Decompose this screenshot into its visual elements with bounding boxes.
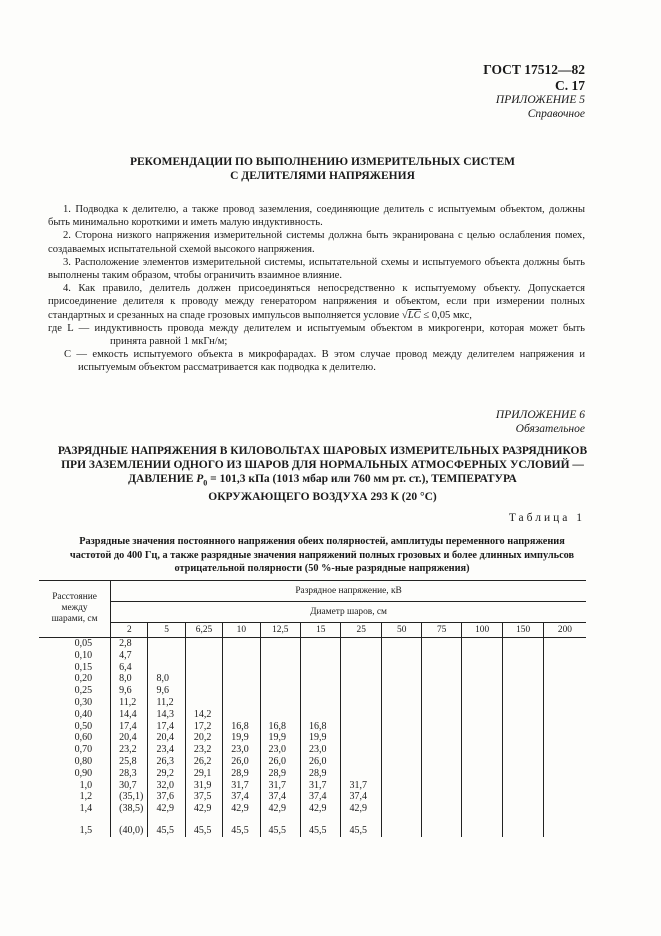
- voltage-cell: [461, 803, 503, 815]
- voltage-cell: [461, 780, 503, 792]
- voltage-cell: [260, 662, 300, 674]
- voltage-cell: [341, 685, 381, 697]
- distance-cell: 0,70: [39, 744, 111, 756]
- voltage-cell: 17,4: [111, 721, 148, 733]
- voltage-cell: [543, 721, 586, 733]
- voltage-cell: 2,8: [111, 638, 148, 650]
- definition-c: [48, 348, 585, 374]
- voltage-cell: [422, 697, 461, 709]
- voltage-cell: [341, 709, 381, 721]
- voltage-cell: 42,9: [260, 803, 300, 815]
- voltage-cell: [461, 650, 503, 662]
- voltage-cell: [422, 662, 461, 674]
- voltage-group-header: Разрядное напряжение, кВ: [111, 580, 586, 602]
- table-subtitle-line: отрицательной полярности (50 %-ные разрядные напряжения): [174, 563, 470, 574]
- voltage-cell: [381, 709, 421, 721]
- paragraph-1: 1. Подводка к делителю, а также провод заземления, соединяющие делитель с испытуемым объектом, должны быть минимально короткими и иметь малую индуктивность.: [48, 204, 585, 229]
- voltage-cell: 16,8: [301, 721, 341, 733]
- section-6-title: [45, 444, 600, 504]
- voltage-cell: [148, 662, 185, 674]
- voltage-cell: 19,9: [301, 732, 341, 744]
- table-caption: Таблица 1: [508, 512, 585, 524]
- voltage-cell: [381, 673, 421, 685]
- table-row: [39, 732, 586, 744]
- voltage-cell: [503, 650, 543, 662]
- voltage-cell: [503, 825, 543, 837]
- distance-cell: 0,80: [39, 756, 111, 768]
- table-subtitle: [52, 535, 592, 576]
- section-5-title-line: С ДЕЛИТЕЛЯМИ НАПРЯЖЕНИЯ: [230, 170, 415, 182]
- voltage-cell: 31,9: [185, 780, 222, 792]
- diameter-header-cell: 50: [381, 622, 421, 637]
- voltage-cell: [543, 650, 586, 662]
- discharge-voltage-table: [39, 580, 586, 837]
- voltage-cell: [341, 744, 381, 756]
- voltage-cell: [422, 791, 461, 803]
- appendix-5-heading: [380, 93, 585, 121]
- voltage-cell: [260, 685, 300, 697]
- voltage-cell: [381, 662, 421, 674]
- distance-cell: 0,20: [39, 673, 111, 685]
- voltage-cell: 14,4: [111, 709, 148, 721]
- voltage-cell: 23,0: [223, 744, 260, 756]
- voltage-cell: [543, 744, 586, 756]
- voltage-cell: 20,4: [148, 732, 185, 744]
- voltage-cell: 45,5: [260, 825, 300, 837]
- voltage-cell: [503, 756, 543, 768]
- voltage-cell: [260, 650, 300, 662]
- distance-cell: 1,0: [39, 780, 111, 792]
- voltage-cell: 37,4: [223, 791, 260, 803]
- voltage-cell: 26,0: [223, 756, 260, 768]
- voltage-cell: (38,5): [111, 803, 148, 815]
- voltage-cell: [422, 721, 461, 733]
- distance-cell: 0,25: [39, 685, 111, 697]
- voltage-cell: 37,5: [185, 791, 222, 803]
- appendix-5-kind: Справочное: [527, 108, 585, 120]
- voltage-cell: [503, 780, 543, 792]
- voltage-cell: [461, 662, 503, 674]
- voltage-cell: [543, 825, 586, 837]
- voltage-cell: 16,8: [223, 721, 260, 733]
- voltage-cell: 32,0: [148, 780, 185, 792]
- table-subtitle-line: Разрядные значения постоянного напряжения обеих полярностей, амплитуды переменного напряжения: [79, 536, 565, 547]
- paragraph-2: 2. Сторона низкого напряжения измерительной системы должна быть экранирована с целью ослабления помех, создаваемых испытательной схемой высокого напряжения.: [48, 230, 585, 255]
- voltage-cell: 14,2: [185, 709, 222, 721]
- voltage-cell: [185, 673, 222, 685]
- table-row: [39, 825, 586, 837]
- voltage-cell: [381, 756, 421, 768]
- voltage-cell: 37,4: [341, 791, 381, 803]
- voltage-cell: [223, 650, 260, 662]
- voltage-cell: [422, 803, 461, 815]
- definition-c-text: емкость испытуемого объекта в микрофарадах. В этом случае провод между делителем напряжения и испытуемым объектом рассматривается как подводка к делителю.: [78, 349, 585, 374]
- voltage-cell: 17,4: [148, 721, 185, 733]
- spacer-cell: [185, 815, 222, 825]
- spacer-cell: [111, 815, 148, 825]
- voltage-cell: 37,4: [301, 791, 341, 803]
- voltage-cell: [422, 685, 461, 697]
- diameter-header-cell: 10: [223, 622, 260, 637]
- table-row: [39, 673, 586, 685]
- voltage-cell: [381, 791, 421, 803]
- voltage-cell: 26,0: [301, 756, 341, 768]
- pressure-subscript: 0: [203, 478, 208, 488]
- voltage-cell: [381, 650, 421, 662]
- voltage-cell: [185, 650, 222, 662]
- voltage-cell: [301, 662, 341, 674]
- section-5-title: [60, 155, 585, 183]
- voltage-cell: [341, 697, 381, 709]
- spacer-cell: [148, 815, 185, 825]
- voltage-cell: 42,9: [185, 803, 222, 815]
- voltage-cell: [185, 685, 222, 697]
- diameter-header-cell: 25: [341, 622, 381, 637]
- voltage-cell: [148, 650, 185, 662]
- distance-header-line: между: [61, 603, 88, 613]
- voltage-cell: 37,4: [260, 791, 300, 803]
- table-row: [39, 744, 586, 756]
- voltage-cell: [422, 709, 461, 721]
- definition-l: [48, 322, 585, 348]
- voltage-cell: [503, 721, 543, 733]
- voltage-cell: [461, 791, 503, 803]
- voltage-cell: [543, 662, 586, 674]
- distance-cell: 0,90: [39, 768, 111, 780]
- voltage-cell: [301, 709, 341, 721]
- voltage-cell: [543, 697, 586, 709]
- voltage-cell: [503, 662, 543, 674]
- voltage-cell: [503, 732, 543, 744]
- spacer-cell: [260, 815, 300, 825]
- section-6-title-line: ОКРУЖАЮЩЕГО ВОЗДУХА 293 К (20 °С): [208, 491, 437, 504]
- distance-header-line: шарами, см: [51, 614, 98, 624]
- voltage-cell: [223, 673, 260, 685]
- diameter-header-cell: 6,25: [185, 622, 222, 637]
- voltage-cell: 31,7: [223, 780, 260, 792]
- voltage-cell: [148, 638, 185, 650]
- formula-condition: ≤ 0,05 мкс,: [423, 309, 472, 321]
- voltage-cell: 42,9: [223, 803, 260, 815]
- paragraph-4-text: 4. Как правило, делитель должен присоединяться непосредственно к испытуемому объекту. Допускается присоединение делителя к проводу между генератором напряжения и объектом, если при измерении полных стандартных и срезанных на спаде грозовых импульсов выполняется условие: [48, 283, 585, 321]
- voltage-cell: [301, 697, 341, 709]
- voltage-cell: [422, 780, 461, 792]
- voltage-cell: [543, 803, 586, 815]
- voltage-cell: 45,5: [301, 825, 341, 837]
- diameter-header-cell: 75: [422, 622, 461, 637]
- voltage-cell: 23,2: [111, 744, 148, 756]
- voltage-cell: [223, 638, 260, 650]
- diameter-header-cell: 150: [503, 622, 543, 637]
- voltage-cell: [260, 697, 300, 709]
- table-row: [39, 662, 586, 674]
- voltage-cell: 23,2: [185, 744, 222, 756]
- voltage-cell: [341, 650, 381, 662]
- distance-cell: 1,2: [39, 791, 111, 803]
- voltage-cell: [543, 791, 586, 803]
- diameter-header-cell: 2: [111, 622, 148, 637]
- formula-lc: LC: [407, 309, 421, 321]
- voltage-cell: 31,7: [301, 780, 341, 792]
- voltage-cell: [422, 650, 461, 662]
- appendix-6-heading: [380, 408, 585, 436]
- voltage-cell: 19,9: [223, 732, 260, 744]
- voltage-cell: [422, 732, 461, 744]
- voltage-cell: [185, 662, 222, 674]
- voltage-cell: [543, 709, 586, 721]
- spacer-cell: [341, 815, 381, 825]
- voltage-cell: [461, 673, 503, 685]
- voltage-cell: [461, 685, 503, 697]
- voltage-cell: [223, 685, 260, 697]
- diameter-header-cell: 12,5: [260, 622, 300, 637]
- voltage-cell: 8,0: [148, 673, 185, 685]
- voltage-cell: 26,3: [148, 756, 185, 768]
- voltage-cell: [260, 709, 300, 721]
- voltage-cell: 30,7: [111, 780, 148, 792]
- paragraph-4: [48, 282, 585, 322]
- voltage-cell: [461, 697, 503, 709]
- voltage-cell: [301, 650, 341, 662]
- voltage-cell: [461, 744, 503, 756]
- voltage-cell: 45,5: [341, 825, 381, 837]
- table-row: [39, 803, 586, 815]
- voltage-cell: 19,9: [260, 732, 300, 744]
- voltage-cell: 11,2: [148, 697, 185, 709]
- section-6-title-line: [45, 472, 600, 490]
- voltage-cell: [381, 803, 421, 815]
- voltage-cell: [381, 744, 421, 756]
- voltage-cell: [461, 768, 503, 780]
- voltage-cell: [503, 685, 543, 697]
- voltage-cell: [185, 638, 222, 650]
- diameter-values-row: [39, 622, 586, 637]
- voltage-cell: 6,4: [111, 662, 148, 674]
- voltage-cell: [503, 803, 543, 815]
- appendix-5-label: ПРИЛОЖЕНИЕ 5: [495, 94, 585, 106]
- table-body: [39, 638, 586, 837]
- spacer-cell: [301, 815, 341, 825]
- voltage-cell: [341, 673, 381, 685]
- voltage-cell: [223, 662, 260, 674]
- voltage-cell: [543, 768, 586, 780]
- voltage-cell: 31,7: [260, 780, 300, 792]
- voltage-cell: [461, 732, 503, 744]
- voltage-cell: 28,9: [260, 768, 300, 780]
- table-row: [39, 709, 586, 721]
- distance-cell: 0,15: [39, 662, 111, 674]
- spacer-cell: [422, 815, 461, 825]
- distance-cell: 0,30: [39, 697, 111, 709]
- voltage-cell: [422, 825, 461, 837]
- voltage-cell: [543, 780, 586, 792]
- table-row: [39, 650, 586, 662]
- voltage-cell: [381, 780, 421, 792]
- voltage-cell: [461, 709, 503, 721]
- voltage-cell: [422, 768, 461, 780]
- appendix-6-kind: Обязательное: [515, 423, 585, 435]
- distance-column-header: [39, 580, 111, 638]
- voltage-cell: [381, 638, 421, 650]
- title-text: ДАВЛЕНИЕ: [128, 473, 197, 485]
- voltage-cell: [543, 756, 586, 768]
- distance-cell: 0,10: [39, 650, 111, 662]
- distance-cell: 0,05: [39, 638, 111, 650]
- distance-cell: 0,40: [39, 709, 111, 721]
- voltage-cell: 11,2: [111, 697, 148, 709]
- appendix-6-label: ПРИЛОЖЕНИЕ 6: [495, 409, 585, 421]
- voltage-cell: [543, 685, 586, 697]
- voltage-cell: [503, 673, 543, 685]
- voltage-cell: 31,7: [341, 780, 381, 792]
- definition-c-term: C —: [64, 349, 88, 361]
- voltage-cell: [503, 638, 543, 650]
- voltage-cell: 26,0: [260, 756, 300, 768]
- voltage-cell: 45,5: [223, 825, 260, 837]
- voltage-cell: [341, 721, 381, 733]
- voltage-cell: 45,5: [148, 825, 185, 837]
- voltage-cell: [422, 756, 461, 768]
- paragraph-3: 3. Расположение элементов измерительной системы, испытательной схемы и испытуемого объекта должны быть выполнены таким образом, чтобы ограничить взаимное влияние.: [48, 256, 585, 282]
- voltage-cell: [185, 697, 222, 709]
- voltage-cell: [223, 697, 260, 709]
- voltage-cell: 45,5: [185, 825, 222, 837]
- sqrt-formula: √LC: [401, 309, 421, 321]
- voltage-cell: [260, 673, 300, 685]
- voltage-cell: [543, 638, 586, 650]
- spacer-cell: [503, 815, 543, 825]
- voltage-cell: 42,9: [341, 803, 381, 815]
- table-row: [39, 638, 586, 650]
- voltage-cell: 26,2: [185, 756, 222, 768]
- voltage-cell: [381, 825, 421, 837]
- voltage-cell: 16,8: [260, 721, 300, 733]
- table-spacer-row: [39, 815, 586, 825]
- spacer-cell: [39, 815, 111, 825]
- voltage-cell: [381, 697, 421, 709]
- section-6-title-line: РАЗРЯДНЫЕ НАПРЯЖЕНИЯ В КИЛОВОЛЬТАХ ШАРОВЫХ ИЗМЕРИТЕЛЬНЫХ РАЗРЯДНИКОВ: [57, 445, 588, 457]
- table-row: [39, 756, 586, 768]
- voltage-cell: [422, 673, 461, 685]
- diameter-header-cell: 100: [461, 622, 503, 637]
- table-subtitle-line: частотой до 400 Гц, а также разрядные значения напряжений полных грозовых и более длинных импульсов: [69, 549, 575, 561]
- diameter-header-cell: 5: [148, 622, 185, 637]
- voltage-cell: [461, 825, 503, 837]
- pressure-symbol: P: [196, 473, 204, 485]
- voltage-cell: [341, 768, 381, 780]
- voltage-cell: [381, 732, 421, 744]
- voltage-cell: 23,0: [301, 744, 341, 756]
- distance-cell: 0,60: [39, 732, 111, 744]
- voltage-cell: [503, 768, 543, 780]
- voltage-cell: [503, 697, 543, 709]
- table-row: [39, 768, 586, 780]
- voltage-cell: 42,9: [148, 803, 185, 815]
- voltage-cell: [422, 744, 461, 756]
- voltage-cell: [461, 638, 503, 650]
- spacer-cell: [381, 815, 421, 825]
- voltage-cell: 28,9: [301, 768, 341, 780]
- voltage-cell: [341, 732, 381, 744]
- title-text: = 101,3 кПа (1013 мбар или 760 мм рт. ст.), ТЕМПЕРАТУРА: [207, 473, 517, 485]
- table-row: [39, 721, 586, 733]
- table-row: [39, 780, 586, 792]
- voltage-cell: [301, 673, 341, 685]
- voltage-cell: 23,4: [148, 744, 185, 756]
- distance-cell: 1,5: [39, 825, 111, 837]
- voltage-cell: [461, 756, 503, 768]
- voltage-cell: 17,2: [185, 721, 222, 733]
- voltage-cell: [341, 756, 381, 768]
- voltage-cell: (35,1): [111, 791, 148, 803]
- voltage-cell: [381, 721, 421, 733]
- voltage-cell: 8,0: [111, 673, 148, 685]
- diameter-group-header: Диаметр шаров, см: [111, 602, 586, 622]
- section-6-title-line: ПРИ ЗАЗЕМЛЕНИИ ОДНОГО ИЗ ШАРОВ ДЛЯ НОРМАЛЬНЫХ АТМОСФЕРНЫХ УСЛОВИЙ —: [61, 459, 584, 471]
- voltage-cell: 29,2: [148, 768, 185, 780]
- voltage-cell: 29,1: [185, 768, 222, 780]
- voltage-cell: 42,9: [301, 803, 341, 815]
- voltage-cell: [422, 638, 461, 650]
- table-row: [39, 697, 586, 709]
- table-row: [39, 791, 586, 803]
- voltage-cell: [543, 732, 586, 744]
- voltage-cell: 9,6: [148, 685, 185, 697]
- spacer-cell: [543, 815, 586, 825]
- voltage-cell: 28,9: [223, 768, 260, 780]
- voltage-cell: 23,0: [260, 744, 300, 756]
- voltage-cell: [381, 768, 421, 780]
- spacer-cell: [461, 815, 503, 825]
- distance-cell: 1,4: [39, 803, 111, 815]
- voltage-cell: [461, 721, 503, 733]
- voltage-cell: 37,6: [148, 791, 185, 803]
- voltage-cell: (40,0): [111, 825, 148, 837]
- voltage-cell: [301, 685, 341, 697]
- voltage-cell: [503, 709, 543, 721]
- voltage-cell: 14,3: [148, 709, 185, 721]
- voltage-cell: [503, 744, 543, 756]
- voltage-cell: [341, 638, 381, 650]
- distance-cell: 0,50: [39, 721, 111, 733]
- voltage-cell: 20,4: [111, 732, 148, 744]
- voltage-cell: 20,2: [185, 732, 222, 744]
- voltage-cell: [260, 638, 300, 650]
- voltage-cell: [301, 638, 341, 650]
- page-header: ГОСТ 17512—82 С. 17: [483, 62, 585, 93]
- voltage-cell: [381, 685, 421, 697]
- distance-header-line: Расстояние: [52, 592, 97, 602]
- diameter-header-cell: 200: [543, 622, 586, 637]
- voltage-cell: [543, 673, 586, 685]
- diameter-header-cell: 15: [301, 622, 341, 637]
- table-row: [39, 685, 586, 697]
- voltage-cell: [223, 709, 260, 721]
- voltage-cell: [503, 791, 543, 803]
- definition-l-term: где L —: [48, 322, 90, 334]
- section-5-body: [48, 203, 585, 375]
- definition-l-text: индуктивность провода между делителем и испытуемым объектом в микрогенри, которая может быть принята равной 1 мкГн/м;: [94, 322, 585, 348]
- voltage-cell: 25,8: [111, 756, 148, 768]
- voltage-cell: 28,3: [111, 768, 148, 780]
- spacer-cell: [223, 815, 260, 825]
- section-5-title-line: РЕКОМЕНДАЦИИ ПО ВЫПОЛНЕНИЮ ИЗМЕРИТЕЛЬНЫХ СИСТЕМ: [129, 156, 516, 168]
- voltage-cell: 4,7: [111, 650, 148, 662]
- voltage-cell: [341, 662, 381, 674]
- voltage-cell: 9,6: [111, 685, 148, 697]
